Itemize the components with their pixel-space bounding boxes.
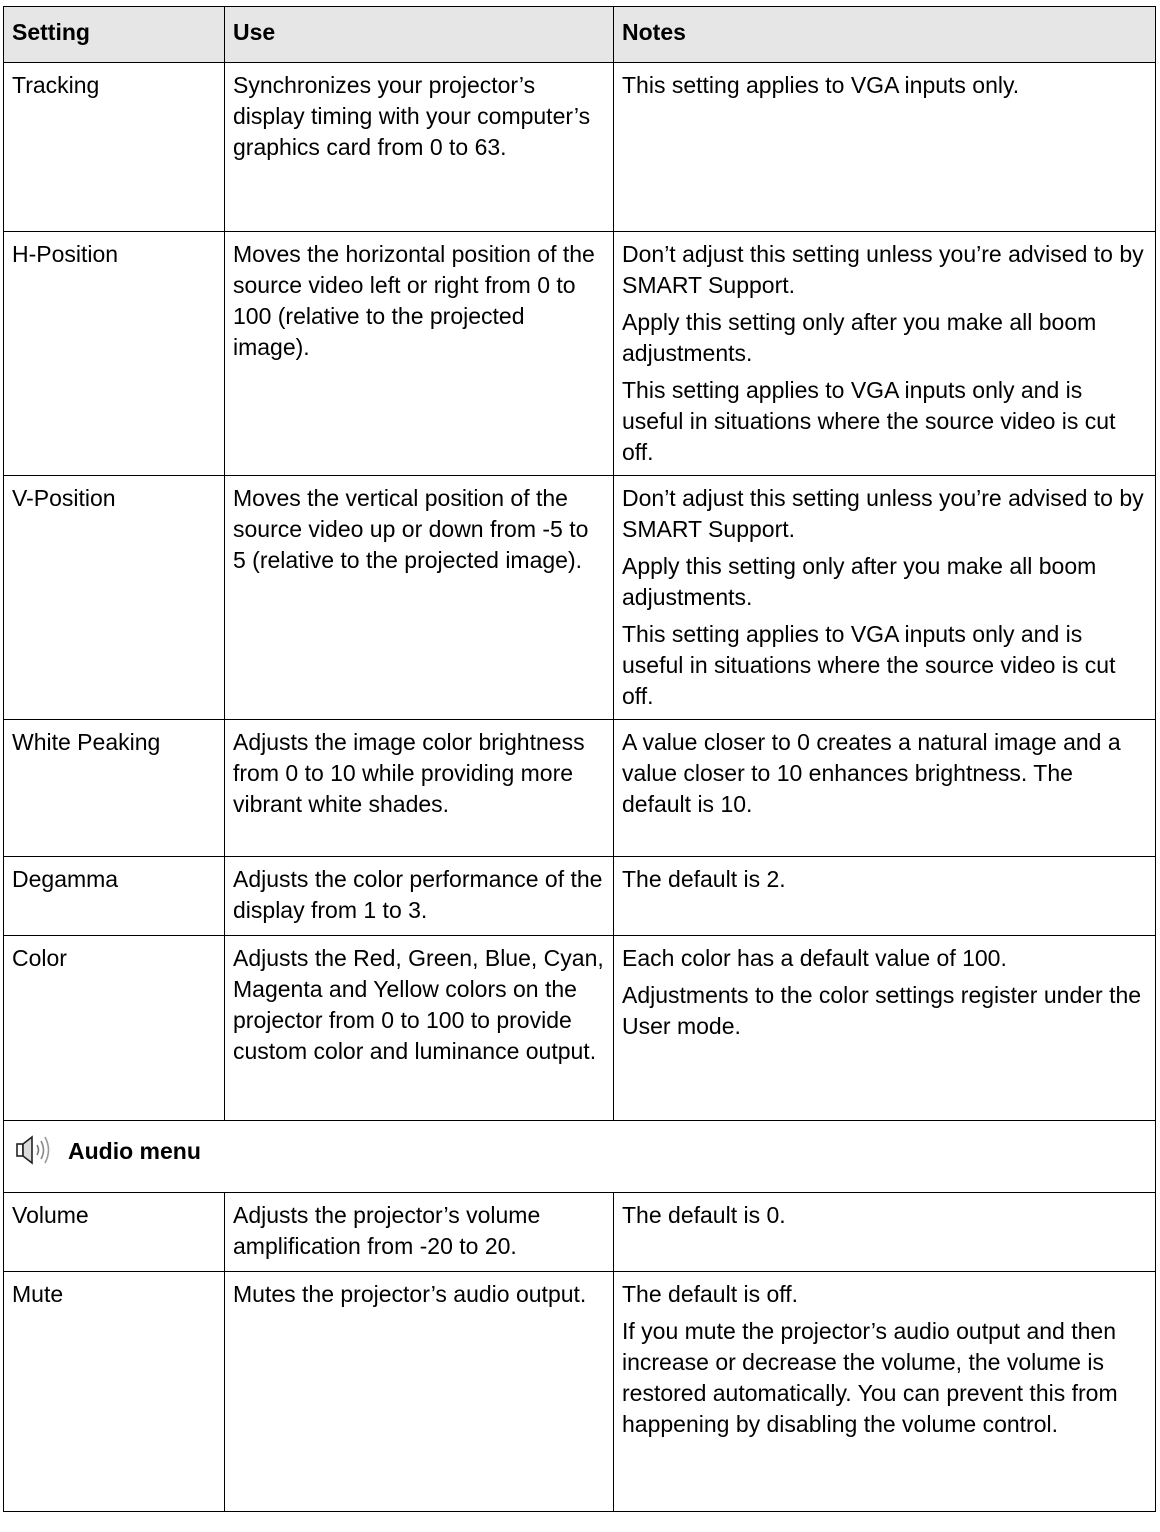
note-text: The default is 2. [622,866,786,892]
header-use: Use [225,7,614,63]
table-row [4,1193,1156,1272]
table-header-row [4,7,1156,63]
use-cell: Moves the horizontal position of the source video left or right from 0 to 100 (relative to the projected image). [225,232,614,476]
section-row-audio [4,1121,1156,1193]
header-notes: Notes [614,7,1156,63]
use-cell: Moves the vertical position of the source video up or down from -5 to 5 (relative to the projected image). [225,476,614,720]
table-row [4,63,1156,232]
notes-cell [614,476,1156,720]
notes-cell [614,63,1156,232]
section-title: Audio menu [68,1138,201,1164]
table-row [4,936,1156,1121]
notes-cell [614,1193,1156,1272]
notes-cell [614,936,1156,1121]
setting-cell: Volume [4,1193,225,1272]
header-setting: Setting [4,7,225,63]
settings-table [3,6,1156,1512]
use-cell: Adjusts the projector’s volume amplification from -20 to 20. [225,1193,614,1272]
setting-cell: V-Position [4,476,225,720]
setting-cell: Degamma [4,857,225,936]
note-text: This setting applies to VGA inputs only and is useful in situations where the source video is cut off. [622,377,1116,465]
use-cell: Adjusts the image color brightness from 0 to 10 while providing more vibrant white shades. [225,720,614,857]
note-text: Don’t adjust this setting unless you’re advised to by SMART Support. [622,241,1144,298]
notes-cell [614,232,1156,476]
use-cell: Adjusts the color performance of the display from 1 to 3. [225,857,614,936]
setting-cell: Mute [4,1272,225,1512]
notes-cell [614,857,1156,936]
note-text: The default is 0. [622,1202,786,1228]
notes-cell [614,720,1156,857]
speaker-icon [14,1133,58,1167]
note-text: Apply this setting only after you make all boom adjustments. [622,309,1097,366]
note-text: Apply this setting only after you make all boom adjustments. [622,553,1097,610]
note-text: Adjustments to the color settings register under the User mode. [622,982,1142,1039]
setting-cell: White Peaking [4,720,225,857]
setting-cell: Color [4,936,225,1121]
table-row [4,720,1156,857]
note-text: If you mute the projector’s audio output and then increase or decrease the volume, the volume is restored automatically. You can prevent this from happening by disabling the volume control. [622,1318,1118,1437]
note-text: Each color has a default value of 100. [622,945,1007,971]
use-cell: Mutes the projector’s audio output. [225,1272,614,1512]
section-header [4,1121,1156,1193]
table-row [4,857,1156,936]
setting-cell: H-Position [4,232,225,476]
use-cell: Synchronizes your projector’s display timing with your computer’s graphics card from 0 to 63. [225,63,614,232]
table-row [4,232,1156,476]
notes-cell [614,1272,1156,1512]
note-text: This setting applies to VGA inputs only. [622,72,1020,98]
note-text: A value closer to 0 creates a natural image and a value closer to 10 enhances brightness. The default is 10. [622,729,1121,817]
table-row [4,1272,1156,1512]
note-text: Don’t adjust this setting unless you’re advised to by SMART Support. [622,485,1144,542]
note-text: This setting applies to VGA inputs only and is useful in situations where the source video is cut off. [622,621,1116,709]
note-text: The default is off. [622,1281,799,1307]
use-cell: Adjusts the Red, Green, Blue, Cyan, Magenta and Yellow colors on the projector from 0 to 100 to provide custom color and luminance output. [225,936,614,1121]
setting-cell: Tracking [4,63,225,232]
table-row [4,476,1156,720]
